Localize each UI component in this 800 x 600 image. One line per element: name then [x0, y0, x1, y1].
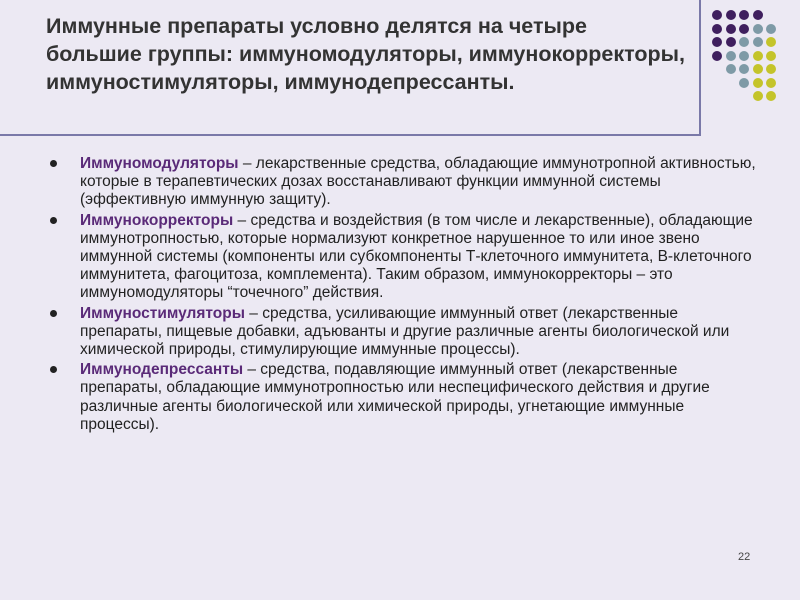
decorative-dot [766, 78, 776, 88]
decorative-dot [726, 51, 736, 61]
decorative-dot [726, 24, 736, 34]
decorative-dot [753, 37, 763, 47]
decorative-dot [739, 51, 749, 61]
item-term: Иммуностимуляторы [80, 304, 245, 322]
decorative-dot [726, 37, 736, 47]
decorative-dot [739, 37, 749, 47]
decorative-dot [726, 10, 736, 20]
decorative-dot [753, 64, 763, 74]
decorative-dot [753, 10, 763, 20]
decorative-dot [712, 24, 722, 34]
list-item [48, 212, 758, 303]
slide-title: Иммунные препараты условно делятся на четыре большие группы: иммуномодуляторы, иммунокорректоры, иммуностимуляторы, иммунодепрессанты. [46, 14, 685, 94]
decorative-dot [726, 64, 736, 74]
bullet-icon [50, 310, 57, 317]
item-text: – лекарственные средства, обладающие иммунотропной активностью, которые в терапевтических дозах восстанавливают функции иммунной системы (эффективную иммунную защиту). [80, 155, 756, 209]
list-item [48, 305, 758, 360]
decorative-dot [766, 24, 776, 34]
decorative-dot-pattern [708, 10, 788, 120]
decorative-dot [739, 24, 749, 34]
decorative-dot [739, 78, 749, 88]
bullet-icon [50, 217, 57, 224]
decorative-dot [766, 64, 776, 74]
decorative-dot [766, 51, 776, 61]
decorative-dot [753, 78, 763, 88]
item-term: Иммуномодуляторы [80, 155, 239, 172]
bullet-icon [50, 160, 57, 167]
decorative-dot [753, 51, 763, 61]
title-divider-vertical [699, 0, 701, 136]
title-divider-horizontal [0, 134, 700, 136]
page-number: 22 [738, 551, 751, 563]
decorative-dot [712, 51, 722, 61]
bullet-icon [50, 366, 57, 373]
item-text: – средства, подавляющие иммунный ответ (лекарственные препараты, обладающие иммунотропностью или неспецифического действия и другие различные агенты биологической или химической природы, угнетающие иммунные процессы). [80, 361, 710, 433]
decorative-dot [739, 10, 749, 20]
item-text: – средства, усиливающие иммунный ответ (лекарственные препараты, пищевые добавки, адъюванты и другие различные агенты биологической или химической природы, стимулирующие иммунные процессы). [80, 304, 730, 359]
bullet-list [48, 155, 758, 436]
decorative-dot [739, 64, 749, 74]
item-text: – средства и воздействия (в том числе и лекарственные), обладающие иммунотропностью, которые нормализуют конкретное нарушенное то или иное звено иммунной системы (компоненты или субкомпоненты Т-клеточного иммунитета, В-клеточного иммунитета, фагоцитоза, комплемента). Таким образом, иммунокорректоры – это иммуномодуляторы “точечного” действия. [80, 211, 753, 302]
list-item [48, 361, 758, 434]
decorative-dot [712, 37, 722, 47]
item-term: Иммунодепрессанты [80, 361, 244, 379]
decorative-dot [753, 24, 763, 34]
list-item [48, 155, 758, 210]
decorative-dot [766, 37, 776, 47]
decorative-dot [712, 10, 722, 20]
decorative-dot [766, 91, 776, 101]
item-term: Иммунокорректоры [80, 211, 234, 229]
decorative-dot [753, 91, 763, 101]
